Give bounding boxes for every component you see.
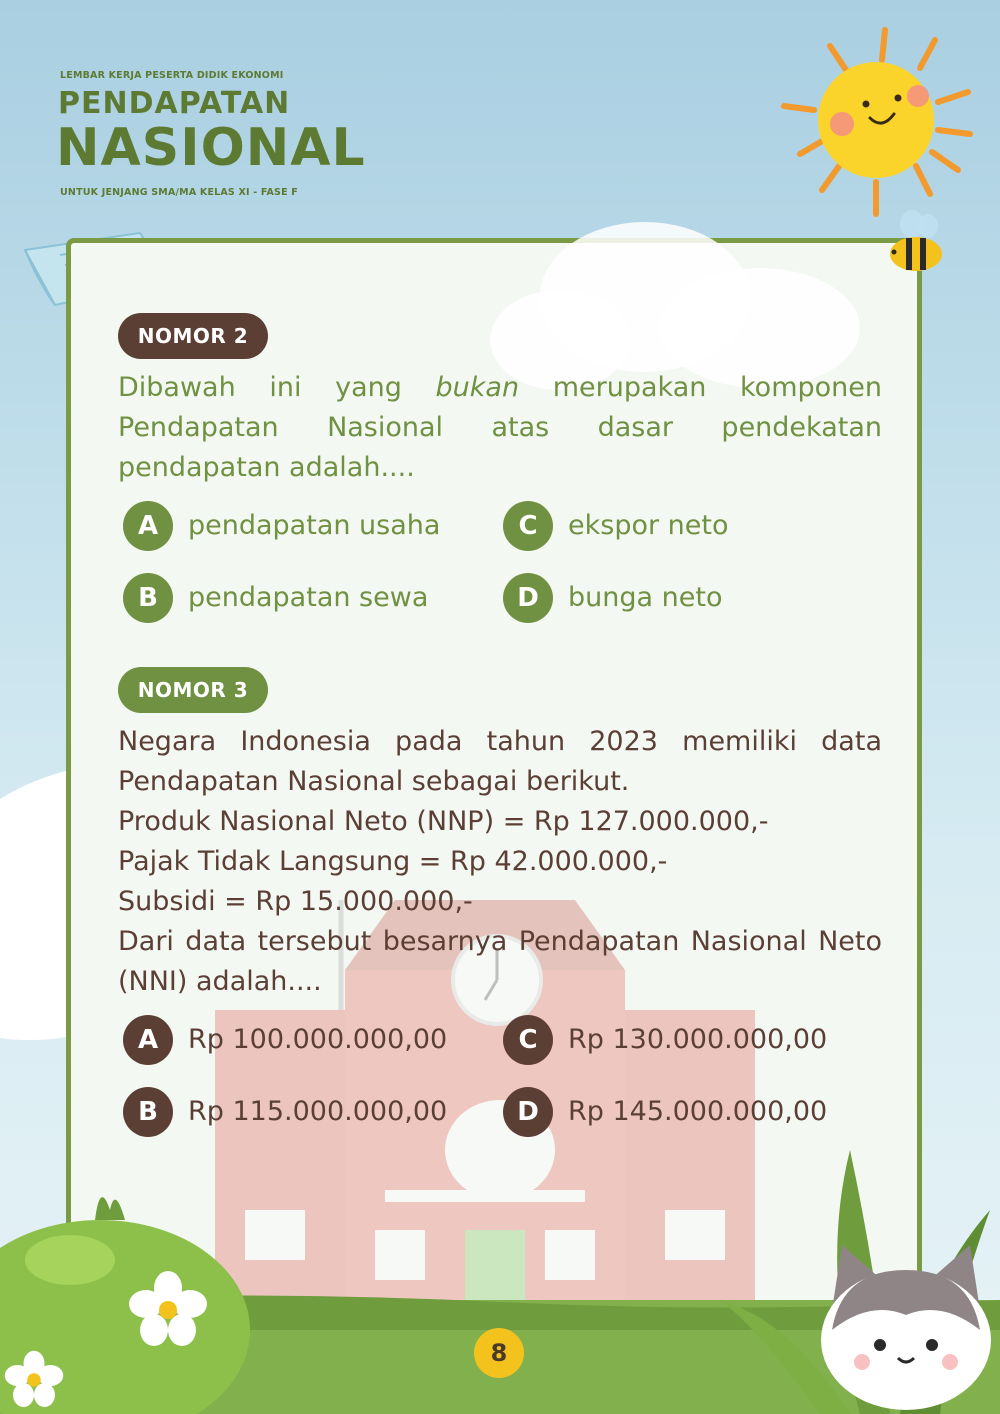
question-2-badge: NOMOR 2 xyxy=(118,313,268,359)
q2-option-c-circle[interactable]: C xyxy=(503,501,553,551)
q3-option-a-text[interactable]: Rp 100.000.000,00 xyxy=(188,1024,448,1055)
flower-icon xyxy=(4,1350,64,1410)
question-3-line: Subsidi = Rp 15.000.000,- xyxy=(118,886,473,917)
q3-option-c-text[interactable]: Rp 130.000.000,00 xyxy=(568,1024,828,1055)
title-line-1: PENDAPATAN xyxy=(58,86,291,121)
q2-option-b-circle[interactable]: B xyxy=(123,573,173,623)
q3-option-b-text[interactable]: Rp 115.000.000,00 xyxy=(188,1096,448,1127)
q2-option-c-text[interactable]: ekspor neto xyxy=(568,510,729,541)
question-2-text xyxy=(118,368,882,488)
q2-option-d-text[interactable]: bunga neto xyxy=(568,582,723,613)
question-2-text-part: Dibawah ini yang xyxy=(118,372,436,403)
bee-icon xyxy=(884,208,948,276)
title-line-2: NASIONAL xyxy=(56,118,366,178)
question-3-line: Dari data tersebut besarnya Pendapatan Nasional Neto (NNI) adalah.... xyxy=(118,926,882,997)
q3-option-d-circle[interactable]: D xyxy=(503,1087,553,1137)
q3-option-b-circle[interactable]: B xyxy=(123,1087,173,1137)
question-3-line: Pajak Tidak Langsung = Rp 42.000.000,- xyxy=(118,846,668,877)
question-3-line: Negara Indonesia pada tahun 2023 memiliki data Pendapatan Nasional sebagai berikut. xyxy=(118,726,882,797)
q2-option-a-text[interactable]: pendapatan usaha xyxy=(188,510,441,541)
page-number: 8 xyxy=(474,1328,524,1378)
q2-option-b-text[interactable]: pendapatan sewa xyxy=(188,582,429,613)
grade-label: UNTUK JENJANG SMA/MA KELAS XI - FASE F xyxy=(60,187,298,198)
question-2-text-part: merupakan komponen Pendapatan Nasional atas dasar pendekatan pendapatan adalah.... xyxy=(118,372,882,483)
question-3-badge: NOMOR 3 xyxy=(118,667,268,713)
worksheet-label: LEMBAR KERJA PESERTA DIDIK EKONOMI xyxy=(60,70,284,81)
flower-icon xyxy=(128,1270,208,1350)
sun-icon xyxy=(770,22,980,222)
cat-icon xyxy=(812,1240,1000,1414)
question-3-line: Produk Nasional Neto (NNP) = Rp 127.000.000,- xyxy=(118,806,769,837)
q2-option-d-circle[interactable]: D xyxy=(503,573,553,623)
q3-option-a-circle[interactable]: A xyxy=(123,1015,173,1065)
q3-option-d-text[interactable]: Rp 145.000.000,00 xyxy=(568,1096,828,1127)
q2-option-a-circle[interactable]: A xyxy=(123,501,173,551)
q3-option-c-circle[interactable]: C xyxy=(503,1015,553,1065)
question-2-emphasis: bukan xyxy=(435,372,520,403)
question-3-text xyxy=(118,722,882,1002)
